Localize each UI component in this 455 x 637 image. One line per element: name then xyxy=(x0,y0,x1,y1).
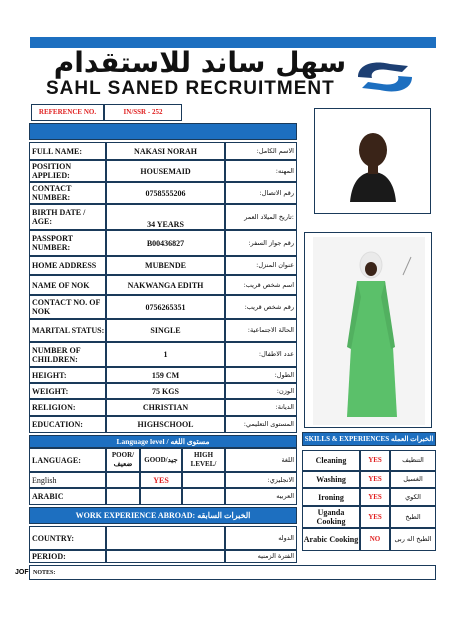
arabic-high xyxy=(182,488,225,505)
language-col-high: HIGH LEVEL/ xyxy=(182,448,225,472)
work-experience-header: WORK EXPERIENCE ABROAD: الخبرات السابقه xyxy=(29,507,297,524)
arabic-good xyxy=(140,488,182,505)
field-label: POSITION APPLIED: xyxy=(29,160,106,182)
language-row-english: English xyxy=(29,472,106,488)
field-label: BIRTH DATE / AGE: xyxy=(29,204,106,230)
field-arabic-label: :اسم شخص قريب xyxy=(225,275,297,295)
field-value: MUBENDE xyxy=(106,256,225,275)
field-value: HOUSEMAID xyxy=(106,160,225,182)
field-arabic-label: :رقم جواز السفر xyxy=(225,230,297,256)
field-arabic-label: :الاسم الكامل xyxy=(225,142,297,160)
logo-block xyxy=(30,48,436,102)
field-value: NAKWANGA EDITH xyxy=(106,275,225,295)
fullbody-photo-frame xyxy=(304,232,432,428)
language-label: LANGUAGE: xyxy=(29,448,106,472)
reference-value: IN/SSR - 252 xyxy=(104,104,182,121)
field-arabic-label: :المستوى التعليمي xyxy=(225,416,297,433)
field-value-age: 34 YEARS xyxy=(147,220,184,229)
field-label: NUMBER OF CHILDREN: xyxy=(29,342,106,367)
field-label: RELIGION: xyxy=(29,399,106,416)
field-arabic-label: :المهنه xyxy=(225,160,297,182)
reference-label: REFERENCE NO. xyxy=(31,104,104,121)
english-title: SAHL SANED RECRUITMENT xyxy=(46,78,335,99)
field-arabic-label: :عدد الاطفال xyxy=(225,342,297,367)
field-value xyxy=(106,204,225,230)
skill-value: YES xyxy=(360,506,390,528)
portrait-photo xyxy=(330,120,416,202)
field-arabic-label: :الوزن xyxy=(225,383,297,399)
language-col-good: GOOD/جيد xyxy=(140,448,182,472)
field-value: SINGLE xyxy=(106,319,225,342)
language-arabic-label: اللغة xyxy=(225,448,297,472)
field-label: HEIGHT: xyxy=(29,367,106,383)
portrait-photo-frame xyxy=(314,108,431,214)
skill-arabic: الطبخ xyxy=(390,506,436,528)
field-arabic-label: تاريخ الميلاد العمر: xyxy=(225,204,297,230)
field-value: HIGHSCHOOL xyxy=(106,416,225,433)
country-label: COUNTRY: xyxy=(29,526,106,550)
field-label: CONTACT NUMBER: xyxy=(29,182,106,204)
period-value xyxy=(106,550,225,563)
field-arabic-label: :الديانة xyxy=(225,399,297,416)
language-header: Language level / مستوى اللغه xyxy=(29,435,297,448)
language-col-poor: POOR/ ضعيف xyxy=(106,448,140,472)
field-label: PASSPORT NUMBER: xyxy=(29,230,106,256)
skill-name: Arabic Cooking xyxy=(302,528,360,551)
notes-label: NOTES: xyxy=(33,570,56,576)
skill-name: Washing xyxy=(302,471,360,488)
english-high xyxy=(182,472,225,488)
period-label: PERIOD: xyxy=(29,550,106,563)
english-poor xyxy=(106,472,140,488)
field-label: CONTACT NO. OF NOK xyxy=(29,295,106,319)
field-value: 1 xyxy=(106,342,225,367)
skill-value: NO xyxy=(360,528,390,551)
skill-name: Ironing xyxy=(302,488,360,506)
skills-header: SKILLS & EXPERIENCES الخبرات العمله xyxy=(302,432,436,446)
company-logo-icon xyxy=(350,56,420,98)
field-arabic-label: :الطول xyxy=(225,367,297,383)
field-label: FULL NAME: xyxy=(29,142,106,160)
skill-name: Cleaning xyxy=(302,450,360,471)
language-row-arabic: ARABIC xyxy=(29,488,106,505)
arabic-arabic: العربيه xyxy=(225,488,297,505)
english-arabic: :الانجليزي xyxy=(225,472,297,488)
period-arabic: الفترة الزمنيه xyxy=(225,550,297,563)
form-header-strip xyxy=(29,123,297,140)
field-label: HOME ADDRESS xyxy=(29,256,106,275)
skill-arabic: التنظيف xyxy=(390,450,436,471)
field-value: 159 CM xyxy=(106,367,225,383)
field-label: MARITAL STATUS: xyxy=(29,319,106,342)
field-value: B00436827 xyxy=(106,230,225,256)
fullbody-photo xyxy=(313,237,425,425)
english-good: YES xyxy=(140,472,182,488)
skill-value: YES xyxy=(360,471,390,488)
field-arabic-label: :عنوان المنزل xyxy=(225,256,297,275)
field-value: NAKASI NORAH xyxy=(106,142,225,160)
field-arabic-label: :رقم شخص قريب xyxy=(225,295,297,319)
notes-box xyxy=(29,565,436,580)
field-arabic-label: :الحالة الاجتماعية xyxy=(225,319,297,342)
side-text: JOF xyxy=(15,569,29,576)
skill-name: Uganda Cooking xyxy=(302,506,360,528)
field-value: CHRISTIAN xyxy=(106,399,225,416)
field-label: EDUCATION: xyxy=(29,416,106,433)
field-label: WEIGHT: xyxy=(29,383,106,399)
skill-arabic: الغسيل xyxy=(390,471,436,488)
field-label: NAME OF NOK xyxy=(29,275,106,295)
arabic-poor xyxy=(106,488,140,505)
country-value xyxy=(106,526,225,550)
field-value: 0758555206 xyxy=(106,182,225,204)
skill-arabic: الطبخ اله ربى xyxy=(390,528,436,551)
skill-arabic: الكوي xyxy=(390,488,436,506)
field-value: 0756265351 xyxy=(106,295,225,319)
skill-value: YES xyxy=(360,450,390,471)
field-value: 75 KGS xyxy=(106,383,225,399)
country-arabic: الدوله xyxy=(225,526,297,550)
skill-value: YES xyxy=(360,488,390,506)
field-arabic-label: :رقم الاتصال xyxy=(225,182,297,204)
arabic-title: سهل ساند للاستقدام xyxy=(53,46,347,79)
